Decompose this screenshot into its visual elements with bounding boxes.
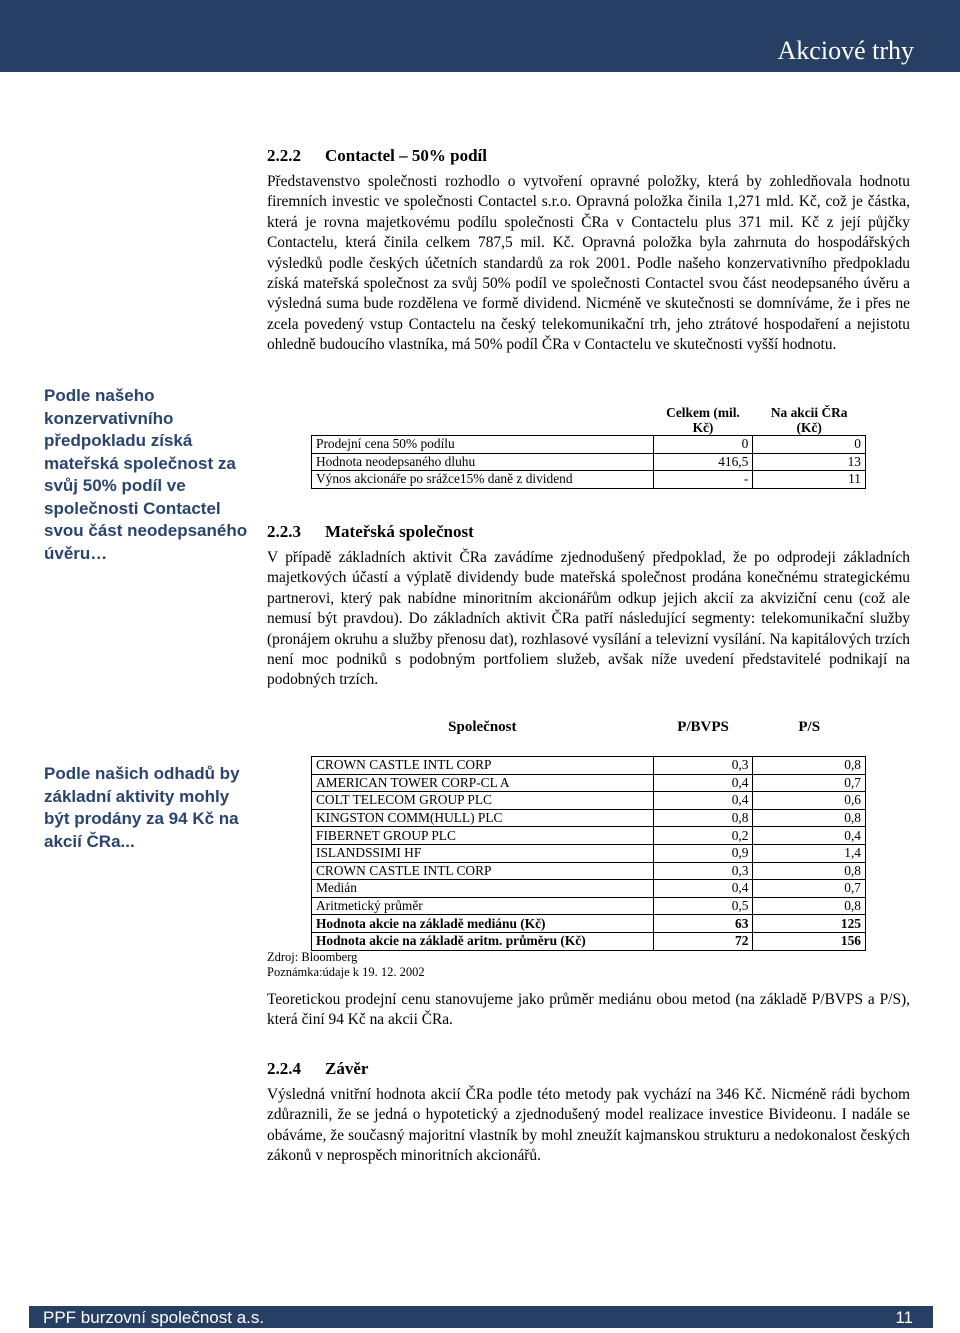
table-header-cell [312, 405, 654, 436]
table-row-bold [312, 932, 866, 950]
table-cell: 72 [653, 932, 753, 950]
table-row [312, 862, 866, 880]
table-cell: KINGSTON COMM(HULL) PLC [312, 809, 654, 827]
table-source: Zdroj: Bloomberg [267, 950, 358, 964]
table-cell: 0,8 [753, 897, 866, 915]
table-cell: 0,7 [753, 880, 866, 898]
table-cell: 0 [753, 436, 866, 454]
table-cell: Výnos akcionáře po srážce15% daně z dividend [312, 471, 654, 489]
peer-table [311, 720, 866, 951]
section-title: Závěr [325, 1059, 369, 1078]
sidebar-note-contactel: Podle našeho konzervativního předpokladu získá mateřská společnost za svůj 50% podíl ve společnosti Contactel svou část neodepsaného úvěru… [44, 386, 248, 563]
section-number: 2.2.2 [267, 146, 301, 165]
table-cell: 0,4 [753, 827, 866, 845]
table-row [312, 844, 866, 862]
section-contactel-body [267, 172, 910, 356]
table-header-cell: Celkem (mil. Kč) [666, 405, 740, 435]
table-cell: 1,4 [753, 844, 866, 862]
table-cell: 0,3 [653, 862, 753, 880]
table-header-cell: P/S [798, 719, 821, 735]
table-row [312, 880, 866, 898]
table-row [312, 792, 866, 810]
table-cell: 0,5 [653, 897, 753, 915]
section-number: 2.2.3 [267, 522, 301, 541]
table-cell: 0,6 [753, 792, 866, 810]
table-cell: 11 [753, 471, 866, 489]
table-cell: 125 [753, 915, 866, 933]
section-heading-conclusion [267, 1059, 368, 1079]
table-row [312, 897, 866, 915]
table-cell: Aritmetický průměr [312, 897, 654, 915]
section-number: 2.2.4 [267, 1059, 301, 1078]
table-header-cell: Na akcii ČRa (Kč) [770, 405, 848, 435]
page-header [0, 0, 960, 72]
table-cell: 0,2 [653, 827, 753, 845]
table-row [312, 436, 866, 454]
table-cell: 0,3 [653, 757, 753, 775]
page-footer [29, 1306, 933, 1328]
table-row [312, 774, 866, 792]
section-heading-parent [267, 522, 474, 542]
table-cell: 0,8 [753, 757, 866, 775]
table-cell: AMERICAN TOWER CORP-CL A [312, 774, 654, 792]
table-row [312, 809, 866, 827]
table-header-cell: P/BVPS [677, 719, 729, 735]
paragraph-conclusion: Výsledná vnitřní hodnota akcií ČRa podle této metody pak vychází na 346 Kč. Nicméně rádi bychom zdůraznili, že se jedná o hypotetický a zjednodušený model realizace investice Bivideonu. I nadále se obáváme, že současný majoritní vlastník by mohl zneužít kajmanskou strukturu a nedokonalost českých zákonů v neprospěch minoritních akcionářů. [267, 1086, 910, 1165]
table-cell: 0,8 [753, 809, 866, 827]
paragraph-parent: V případě základních aktivit ČRa zavádíme zjednodušený předpoklad, že po odprodeji základních majetkových účastí a výplatě dividendy bude mateřská společnost prodána konečnému strategickému partnerovi, který pak nabídne minoritním akcionářům odkup jejich akcií za akviziční cenu (což ale nemusí být pravdou). Do základních aktivit ČRa patří následující segmenty: telekomunikační služby (pronájem okruhu a služby přenosu dat), rozhlasové vysílání a televizní vysílání. Na kapitálových trzích není moc podniků s podobným portfoliem služeb, avšak níže uvedení představitelé podnikají na podobných trzích. [267, 549, 910, 689]
table-cell: 0,8 [753, 862, 866, 880]
table-cell: 156 [753, 932, 866, 950]
table-cell: 0,4 [653, 792, 753, 810]
paragraph-price: Teoretickou prodejní cenu stanovujeme jako průměr mediánu obou metod (na základě P/BVPS a P/S), která činí 94 Kč na akcii ČRa. [267, 991, 910, 1029]
table-cell: Hodnota akcie na základě aritm. průměru (Kč) [312, 932, 654, 950]
contactel-table [311, 405, 866, 489]
table-cell: Medián [312, 880, 654, 898]
table-row-bold [312, 915, 866, 933]
table-cell: 0,8 [653, 809, 753, 827]
table-cell: ISLANDSSIMI HF [312, 844, 654, 862]
table-row [312, 453, 866, 471]
sidebar-note-valuation: Podle našich odhadů by základní aktivity mohly být prodány za 94 Kč na akcií ČRa... [44, 764, 240, 851]
table-cell: 416,5 [653, 453, 753, 471]
table-cell: CROWN CASTLE INTL CORP [312, 862, 654, 880]
table-cell: CROWN CASTLE INTL CORP [312, 757, 654, 775]
section-heading-contactel [267, 146, 487, 166]
table-cell: 0,4 [653, 880, 753, 898]
table-note: Poznámka:údaje k 19. 12. 2002 [267, 965, 425, 979]
section-title: Contactel – 50% podíl [325, 146, 487, 165]
table-row [312, 827, 866, 845]
table-cell: 0,9 [653, 844, 753, 862]
table-cell: Hodnota akcie na základě mediánu (Kč) [312, 915, 654, 933]
table-row [312, 757, 866, 775]
section-parent-body [267, 548, 910, 691]
table-header-row [312, 720, 866, 757]
table-row [312, 471, 866, 489]
section-parent-conclusion [267, 990, 910, 1031]
table-cell: COLT TELECOM GROUP PLC [312, 792, 654, 810]
table-cell: 13 [753, 453, 866, 471]
footer-company: PPF burzovní společnost a.s. [43, 1308, 265, 1327]
table-cell: - [653, 471, 753, 489]
table-cell: 0,7 [753, 774, 866, 792]
header-title: Akciové trhy [777, 36, 914, 65]
table-header-row [312, 405, 866, 436]
table-cell: 63 [653, 915, 753, 933]
table-cell: 0,4 [653, 774, 753, 792]
section-conclusion-body [267, 1085, 910, 1167]
section-title: Mateřská společnost [325, 522, 474, 541]
table-cell: FIBERNET GROUP PLC [312, 827, 654, 845]
table-header-cell: Společnost [448, 719, 517, 735]
page-number: 11 [895, 1308, 913, 1327]
table-cell: Hodnota neodepsaného dluhu [312, 453, 654, 471]
table-cell: 0 [653, 436, 753, 454]
paragraph-contactel: Představenstvo společnosti rozhodlo o vytvoření opravné položky, která by zohledňovala hodnotu firemních investic ve společnosti Contactel s.r.o. Opravná položka činila 1,271 mld. Kč, což je částka, která je rovna majetkovému podílu společnosti ČRa v Contactelu plus 371 mil. Kč z její půjčky Contactelu, která činila celkem 787,5 mil. Kč. Opravná položka byla zahrnuta do hospodářských výsledků podle českých účetních standardů za rok 2001. Podle našeho konzervativního předpokladu získá mateřská společnost za svůj 50% podíl ve společnosti Contactel svou část neodepsaného úvěru a výsledná suma bude rozdělena ve formě dividend. Nicméně ve skutečnosti se domníváme, že i přes ne zcela povedený vstup Contactelu na český telekomunikační trh, jeho ztrátové hospodaření a nejistotu ohledně budoucího vlastníka, má 50% podíl ČRa v Contactelu ve skutečnosti vyšší hodnotu. [267, 173, 910, 354]
table-cell: Prodejní cena 50% podílu [312, 436, 654, 454]
